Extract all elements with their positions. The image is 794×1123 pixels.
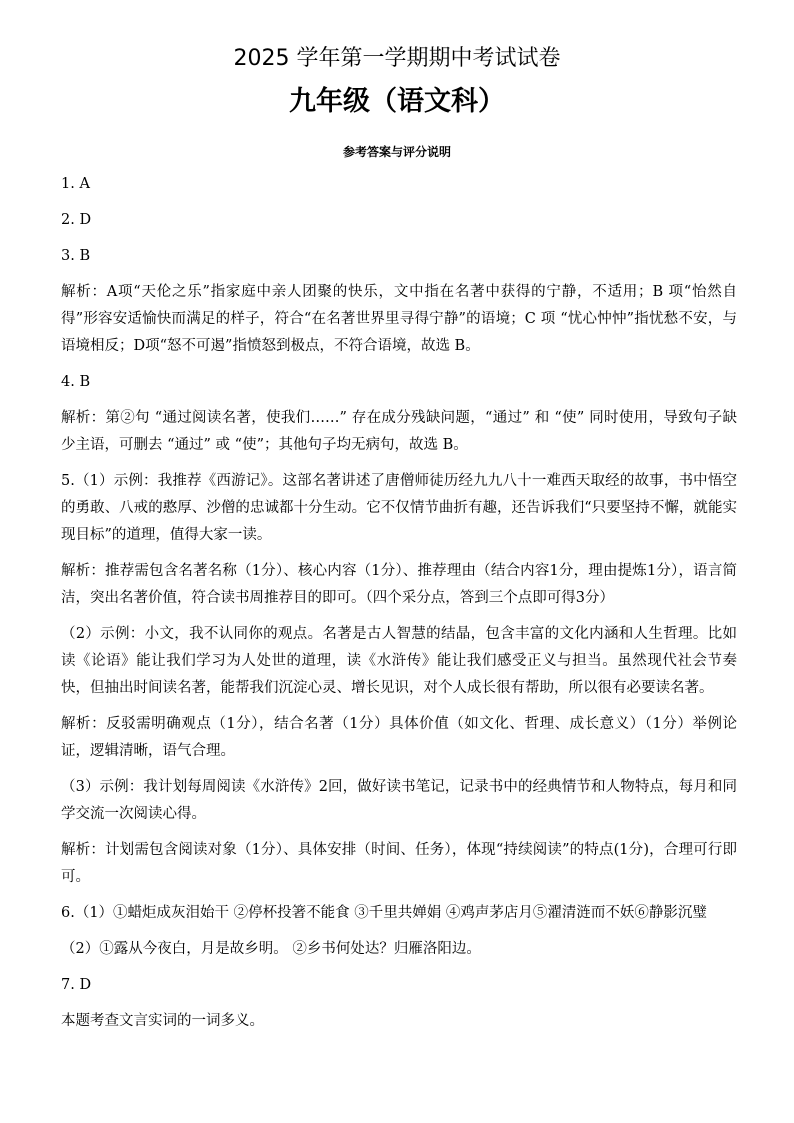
answer-5-2: （2）示例：小文，我不认同你的观点。名著是古人智慧的结晶，包含丰富的文化内涵和人生哲理。比如读《论语》能让我们学习为人处世的道理，读《水浒传》能让我们感受正义与担当。虽然现代社会节奏快，但抽出时间读名著，能帮我们沉淀心灵、增长见识，对个人成长很有帮助，所以很有必要读名著。 [61, 626, 737, 696]
answer-6-1: 6.（1）①蜡炬成灰泪始干 ②停杯投箸不能食 ③千里共婵娟 ④鸡声茅店月⑤濯清涟而不妖⑥静影沉璧 [61, 905, 707, 921]
answer-4: 4. B [61, 374, 91, 390]
answer-content [61, 171, 737, 1044]
answer-3-explanation: 解析：A项“天伦之乐”指家庭中亲人团聚的快乐，文中指在名著中获得的宁静，不适用；B 项“怡然自得”形容安适愉快而满足的样子，符合“在名著世界里寻得宁静”的语境；C 项 “忧心忡忡”指忧愁不安，与语境相反；D项“怒不可遏”指愤怒到极点，不符合语境，故选 B。 [61, 284, 737, 354]
answer-5-1-explanation: 解析：推荐需包含名著名称（1分）、核心内容（1分）、推荐理由（结合内容1分，理由提炼1分），语言简洁，突出名著价值，符合读书周推荐目的即可。（四个采分点，答到三个点即可得3分） [61, 563, 737, 606]
answer-5-1: 5.（1）示例：我推荐《西游记》。这部名著讲述了唐僧师徒历经九九八十一难西天取经的故事，书中悟空的勇敢、八戒的憨厚、沙僧的忠诚都十分生动。它不仅情节曲折有趣，还告诉我们“只要坚持不懈，就能实现目标”的道理，值得大家一读。 [61, 473, 737, 543]
answer-4-explanation: 解析：第②句 “通过阅读名著，使我们……” 存在成分残缺问题，“通过” 和 “使” 同时使用，导致句子缺少主语，可删去 “通过” 或 “使”；其他句子均无病句，故选 B。 [61, 410, 737, 453]
answer-key-heading: 参考答案与评分说明 [342, 145, 451, 159]
answer-5-3-explanation: 解析：计划需包含阅读对象（1分）、具体安排（时间、任务），体现“持续阅读”的特点(1分)，合理可行即可。 [61, 842, 737, 885]
answer-3: 3. B [61, 248, 91, 264]
answer-2: 2. D [61, 212, 92, 228]
exam-subject-title: 九年级（语文科） [289, 86, 505, 117]
answer-7: 7. D [61, 977, 92, 993]
answer-7-explanation: 本题考查文言实词的一词多义。 [61, 1013, 264, 1029]
exam-title: 2025 学年第一学期期中考试试卷 [233, 46, 561, 71]
answer-6-2: （2）①露从今夜白，月是故乡明。 ②乡书何处达？归雁洛阳边。 [61, 941, 481, 957]
answer-5-2-explanation: 解析：反驳需明确观点（1分），结合名著（1分）具体价值（如文化、哲理、成长意义）（1分）举例论证，逻辑清晰，语气合理。 [61, 716, 737, 759]
answer-5-3: （3）示例：我计划每周阅读《水浒传》2回，做好读书笔记，记录书中的经典情节和人物特点，每月和同学交流一次阅读心得。 [61, 779, 737, 822]
answer-1: 1. A [61, 176, 90, 192]
